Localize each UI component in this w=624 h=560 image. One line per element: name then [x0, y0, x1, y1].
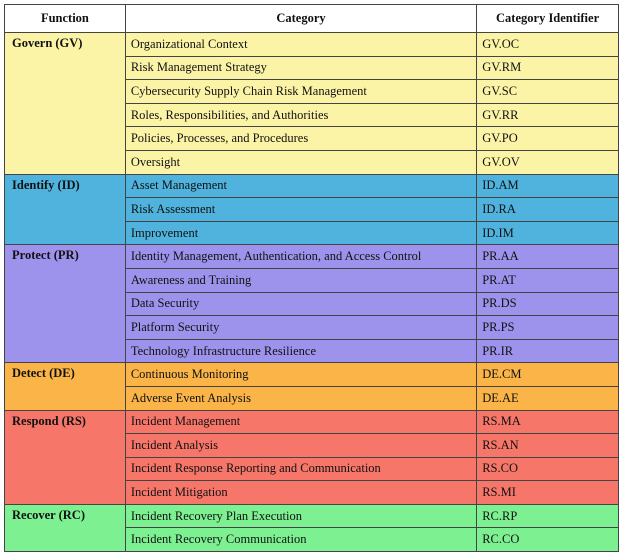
identifier-cell: PR.IR	[477, 339, 619, 363]
identifier-cell: RS.CO	[477, 457, 619, 481]
function-cell: Identify (ID)	[5, 174, 126, 245]
header-row	[5, 5, 619, 33]
identifier-cell: GV.RM	[477, 56, 619, 80]
category-cell: Technology Infrastructure Resilience	[125, 339, 476, 363]
identifier-cell: GV.OV	[477, 150, 619, 174]
identifier-cell: ID.AM	[477, 174, 619, 198]
identifier-cell: PR.AT	[477, 268, 619, 292]
category-cell: Oversight	[125, 150, 476, 174]
category-cell: Incident Management	[125, 410, 476, 434]
category-cell: Continuous Monitoring	[125, 363, 476, 387]
identifier-cell: DE.CM	[477, 363, 619, 387]
table-row	[5, 33, 619, 57]
identifier-cell: GV.OC	[477, 33, 619, 57]
category-cell: Incident Mitigation	[125, 481, 476, 505]
identifier-cell: RC.RP	[477, 504, 619, 528]
identifier-cell: ID.RA	[477, 198, 619, 222]
function-cell: Respond (RS)	[5, 410, 126, 504]
category-cell: Improvement	[125, 221, 476, 245]
identifier-cell: PR.DS	[477, 292, 619, 316]
category-cell: Organizational Context	[125, 33, 476, 57]
category-cell: Identity Management, Authentication, and Access Control	[125, 245, 476, 269]
identifier-cell: RS.MA	[477, 410, 619, 434]
category-cell: Incident Analysis	[125, 434, 476, 458]
header-identifier: Category Identifier	[477, 5, 619, 33]
category-cell: Incident Recovery Plan Execution	[125, 504, 476, 528]
identifier-cell: GV.PO	[477, 127, 619, 151]
csf-functions-table	[4, 4, 619, 552]
category-cell: Roles, Responsibilities, and Authorities	[125, 103, 476, 127]
identifier-cell: DE.AE	[477, 386, 619, 410]
table-row	[5, 174, 619, 198]
identifier-cell: ID.IM	[477, 221, 619, 245]
identifier-cell: GV.RR	[477, 103, 619, 127]
table-body	[5, 33, 619, 552]
table-header	[5, 5, 619, 33]
header-category: Category	[125, 5, 476, 33]
table-row	[5, 410, 619, 434]
category-cell: Awareness and Training	[125, 268, 476, 292]
category-cell: Data Security	[125, 292, 476, 316]
identifier-cell: RS.MI	[477, 481, 619, 505]
category-cell: Risk Assessment	[125, 198, 476, 222]
function-cell: Protect (PR)	[5, 245, 126, 363]
category-cell: Policies, Processes, and Procedures	[125, 127, 476, 151]
category-cell: Risk Management Strategy	[125, 56, 476, 80]
category-cell: Cybersecurity Supply Chain Risk Management	[125, 80, 476, 104]
category-cell: Platform Security	[125, 316, 476, 340]
identifier-cell: RC.CO	[477, 528, 619, 552]
table-row	[5, 504, 619, 528]
category-cell: Incident Response Reporting and Communication	[125, 457, 476, 481]
header-function: Function	[5, 5, 126, 33]
category-cell: Asset Management	[125, 174, 476, 198]
function-cell: Detect (DE)	[5, 363, 126, 410]
category-cell: Incident Recovery Communication	[125, 528, 476, 552]
identifier-cell: PR.AA	[477, 245, 619, 269]
identifier-cell: PR.PS	[477, 316, 619, 340]
category-cell: Adverse Event Analysis	[125, 386, 476, 410]
table-row	[5, 363, 619, 387]
table-row	[5, 245, 619, 269]
identifier-cell: GV.SC	[477, 80, 619, 104]
function-cell: Recover (RC)	[5, 504, 126, 551]
identifier-cell: RS.AN	[477, 434, 619, 458]
function-cell: Govern (GV)	[5, 33, 126, 175]
